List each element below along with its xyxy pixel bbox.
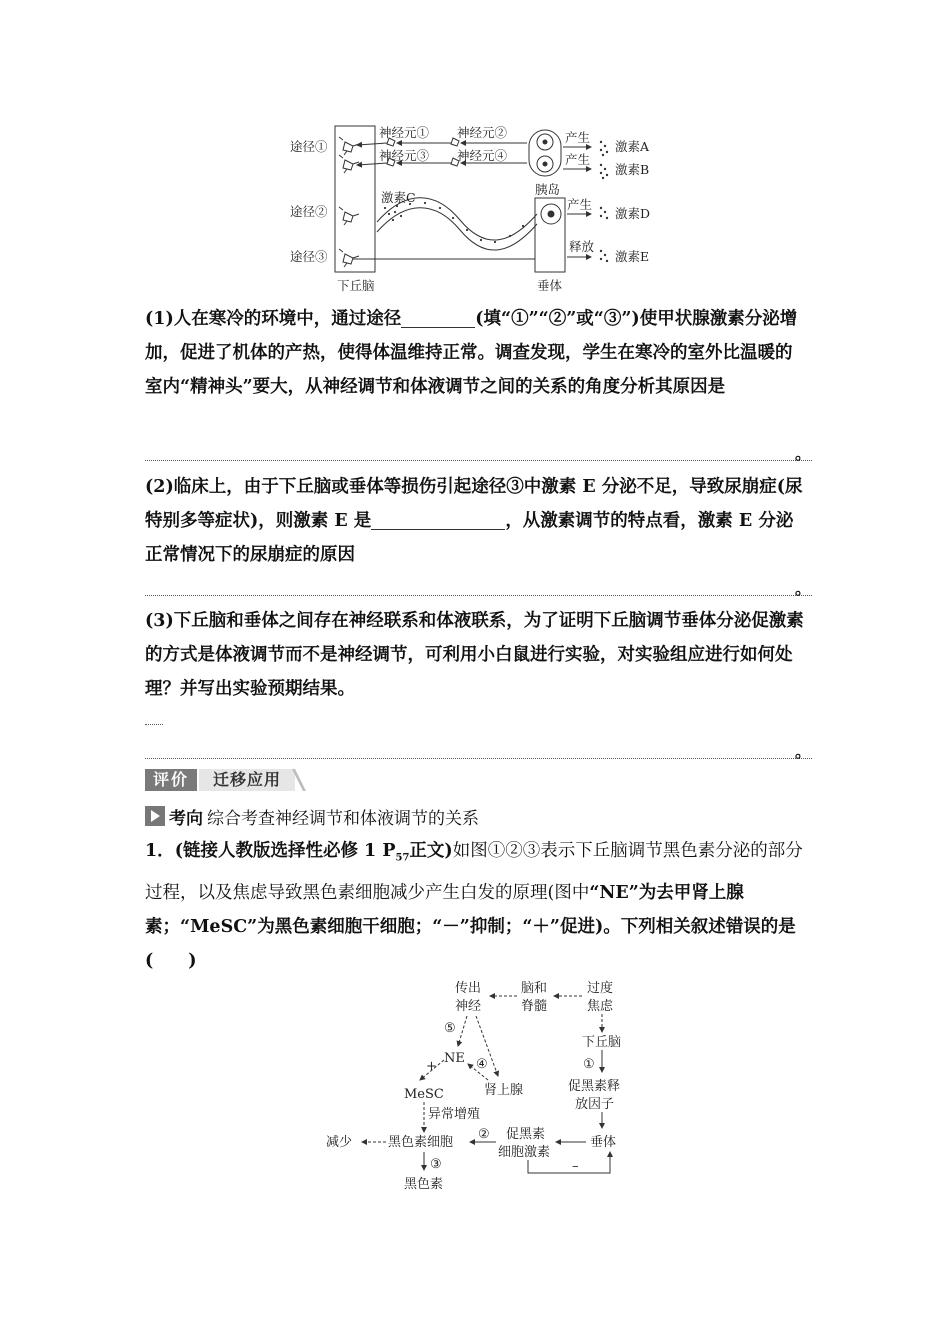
brain-label-2: 脊髓: [521, 999, 548, 1014]
neuron2-label: 神经元②: [457, 125, 508, 140]
pituitary-label: 垂体: [537, 278, 563, 293]
hormone-pathway-diagram: [285, 120, 675, 298]
q1-ref-b: 正文): [409, 841, 453, 861]
question-part-3: [145, 604, 807, 706]
ne-label: NE: [444, 1051, 465, 1066]
produce-label-a: 产生: [565, 130, 591, 145]
q1-number: 1．: [145, 841, 175, 861]
q1-ref-sub: 57: [395, 852, 410, 864]
neuron3-label: 神经元③: [379, 148, 430, 163]
islet-label: 胰岛: [535, 182, 561, 197]
end-mark-3: 。: [795, 742, 812, 761]
circle-4-label: ④: [476, 1057, 488, 1072]
produce-label-d: 产生: [567, 197, 593, 212]
melanocyte-label: 黑色素细胞: [388, 1135, 454, 1150]
q1-text-a: (1)人在寒冷的环境中，通过途径: [145, 309, 402, 329]
circle-3-label: ③: [430, 1157, 442, 1172]
section-tag-apply: 迁移应用: [199, 769, 295, 791]
efferent-label-2: 神经: [455, 999, 482, 1014]
end-mark-2: 。: [795, 579, 812, 598]
q1-ref-a: (链接人教版选择性必修 1 P: [174, 841, 396, 861]
promote-sign: +: [426, 1059, 437, 1074]
hormone-b-label: 激素B: [615, 162, 650, 177]
abnormal-label: 异常增殖: [428, 1107, 481, 1122]
islet-cell-icon: [541, 204, 561, 224]
q2-text-b: ，从激素调节的特点看，激素 E 分泌正常情况下的尿崩症的原因: [145, 511, 794, 565]
kaoxiang-text: 综合考查神经调节和体液调节的关系: [207, 808, 479, 829]
hormone-d-label: 激素D: [615, 206, 651, 221]
neuron1-label: 神经元①: [379, 125, 430, 140]
mesc-label: MeSC: [404, 1087, 444, 1102]
melanin-label: 黑色素: [404, 1177, 444, 1192]
circle-2-label: ②: [478, 1127, 490, 1142]
neuron4-label: 神经元④: [457, 148, 508, 163]
circle-1-label: ①: [583, 1057, 595, 1072]
section-slant-decoration: [292, 769, 306, 791]
question-1: [145, 834, 809, 978]
msh-label-2: 细胞激素: [498, 1145, 551, 1160]
efferent-label-1: 传出: [455, 981, 482, 996]
adrenal-label: 肾上腺: [484, 1083, 524, 1098]
play-triangle-icon: [145, 806, 165, 826]
route2-label: 途径②: [290, 204, 328, 219]
question-part-2: [145, 470, 807, 572]
inhibit-sign: –: [572, 1159, 579, 1174]
q1-body-b: “NE”为去甲肾上腺素；“MeSC”为黑色素细胞干细胞；“－”抑制；“＋”促进)。下列相关叙述错误的是( ): [145, 882, 796, 971]
receptor-organ-icon: [529, 130, 561, 176]
kaoxiang-row: [145, 804, 479, 828]
answer-line-2[interactable]: [145, 595, 812, 596]
end-mark-1: 。: [795, 444, 812, 463]
q1-body-a: 如图①②③表示下丘脑调节黑色素分泌的部分过程，以及焦虑导致黑色素细胞减少产生白发的原理(图中: [145, 841, 803, 903]
mrf-label-2: 放因子: [575, 1097, 615, 1112]
hormone-a-label: 激素A: [615, 139, 650, 154]
circle-5-label: ⑤: [444, 1021, 456, 1036]
hypothalamus-label-2: 下丘脑: [582, 1035, 622, 1050]
answer-line-1[interactable]: [145, 460, 812, 461]
q1-text-b: (填“①”“②”或“③”)使甲状腺激素分泌增加，促进了机体的产热，使得体温维持正常。调查发现，学生在寒冷的室外比温暖的室内“精神头”要大，从神经调节和体液调节之间的关系的角度分析其原因是: [145, 309, 798, 397]
answer-blank-1[interactable]: [401, 307, 475, 328]
q3-text: (3)下丘脑和垂体之间存在神经联系和体液联系，为了证明下丘脑调节垂体分泌促激素的方式是体液调节而不是神经调节，可利用小白鼠进行实验，对实验组应进行如何处理？并写出实验预期结果。: [145, 611, 804, 699]
brain-label-1: 脑和: [521, 981, 548, 996]
hypothalamus-label: 下丘脑: [337, 278, 375, 293]
msh-label-1: 促黑素: [506, 1127, 546, 1142]
kaoxiang-label: 考向: [169, 808, 203, 829]
anxiety-label-2: 焦虑: [587, 999, 614, 1014]
hormone-e-label: 激素E: [615, 249, 650, 264]
melanin-regulation-diagram: [320, 976, 640, 1198]
release-label: 释放: [569, 239, 595, 254]
q2-text-a: (2)临床上，由于下丘脑或垂体等损伤引起途径③中激素 E 分泌不足，导致尿崩症(尿特别多等症状)，则激素 E 是: [145, 477, 803, 531]
pituitary-label-2: 垂体: [590, 1135, 617, 1150]
hormone-c-label: 激素C: [381, 190, 416, 205]
answer-line-3a[interactable]: [145, 724, 163, 725]
route3-label: 途径③: [290, 249, 328, 264]
route1-label: 途径①: [290, 139, 328, 154]
section-tag-evaluate: 评价: [145, 769, 197, 791]
decrease-label: 减少: [326, 1135, 353, 1150]
anxiety-label-1: 过度: [587, 981, 614, 996]
mrf-label-1: 促黑素释: [568, 1079, 621, 1094]
question-part-1: [145, 302, 807, 404]
hormone-dots-icon: [600, 141, 608, 262]
produce-label-b: 产生: [565, 152, 591, 167]
answer-line-3b[interactable]: [145, 758, 812, 759]
answer-blank-2[interactable]: [371, 509, 505, 530]
pituitary-box: [535, 198, 565, 272]
